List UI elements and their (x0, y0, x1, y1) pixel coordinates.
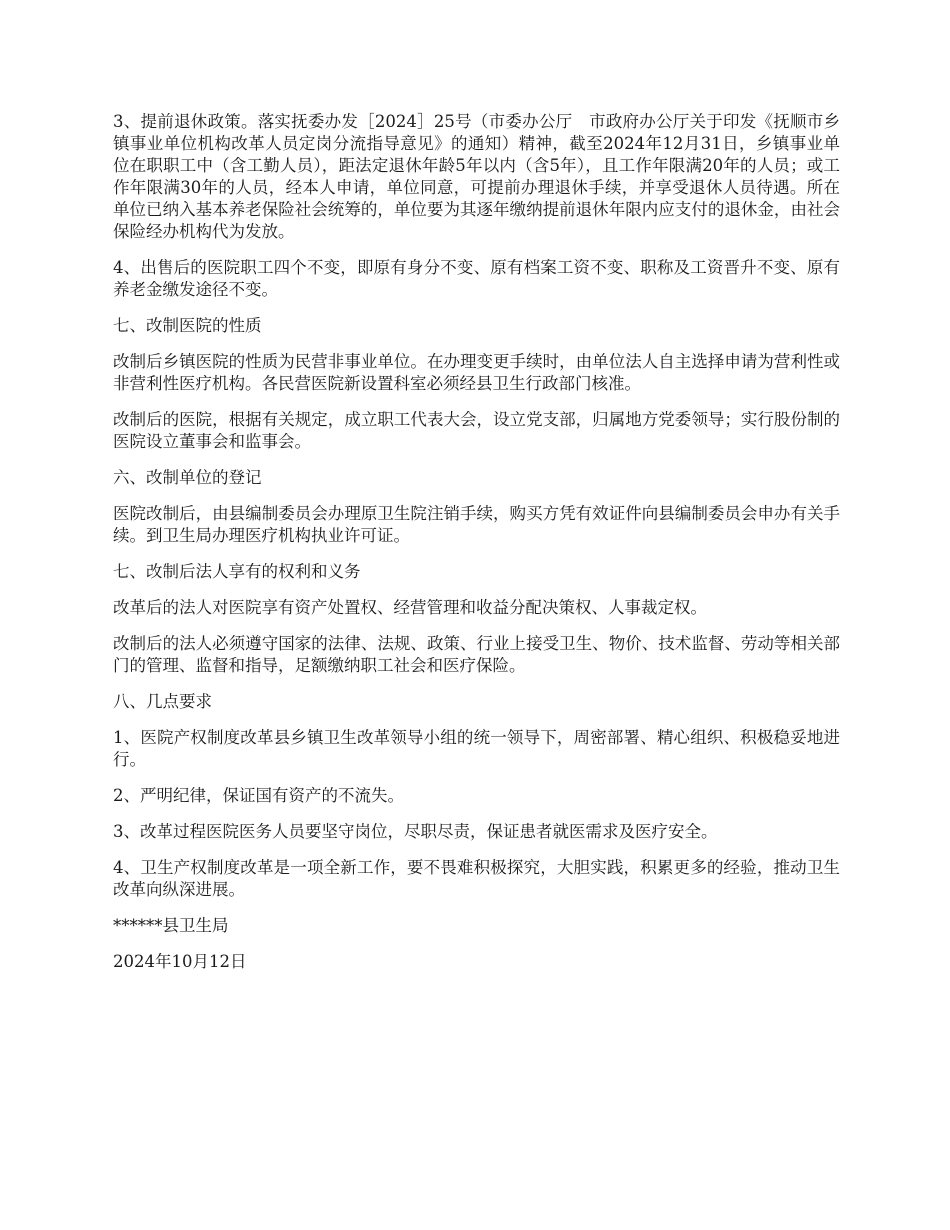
signature-issuer: ******县卫生局 (113, 916, 229, 935)
requirement-item-3: 3、改革过程医院医务人员要坚守岗位，尽职尽责，保证患者就医需求及医疗安全。 (113, 822, 718, 841)
paragraph-rights: 改革后的法人对医院享有资产处置权、经营管理和收益分配决策权、人事裁定权。 (113, 598, 707, 617)
paragraph-four-unchanged: 4、出售后的医院职工四个不变，即原有身分不变、原有档案工资不变、职称及工资晋升不变、原有养老金缴发途径不变。 (113, 258, 840, 299)
section-heading-hospital-nature: 七、改制医院的性质 (113, 316, 262, 335)
paragraph-hospital-nature: 改制后乡镇医院的性质为民营非事业单位。在办理变更手续时，由单位法人自主选择申请为营利性或非营利性医疗机构。各民营医院新设置科室必须经县卫生行政部门核准。 (113, 352, 840, 393)
paragraph-retirement-policy: 3、提前退休政策。落实抚委办发［2024］25号（市委办公厅 市政府办公厅关于印发《抚顺市乡镇事业单位机构改革人员定岗分流指导意见》的通知）精神，截至2024年12月31日，乡镇事业单位在职职工中（含工勤人员），距法定退休年龄5年以内（含5年），且工作年限满20年的人员；或工作年限满30年的人员，经本人申请，单位同意，可提前办理退休手续，并享受退休人员待遇。所在单位已纳入基本养老保险社会统筹的，单位要为其逐年缴纳提前退休年限内应支付的退休金，由社会保险经办机构代为发放。 (113, 112, 840, 241)
section-heading-requirements: 八、几点要求 (113, 692, 212, 711)
signature-date: 2024年10月12日 (113, 952, 247, 971)
requirement-item-2: 2、严明纪律，保证国有资产的不流失。 (113, 786, 404, 805)
paragraph-hospital-governance: 改制后的医院，根据有关规定，成立职工代表大会，设立党支部，归属地方党委领导；实行股份制的医院设立董事会和监事会。 (113, 410, 840, 451)
paragraph-obligations: 改制后的法人必须遵守国家的法律、法规、政策、行业上接受卫生、物价、技术监督、劳动等相关部门的管理、监督和指导，足额缴纳职工社会和医疗保险。 (113, 634, 840, 675)
paragraph-registration: 医院改制后，由县编制委员会办理原卫生院注销手续，购买方凭有效证件向县编制委员会申办有关手续。到卫生局办理医疗机构执业许可证。 (113, 504, 840, 545)
requirement-item-4: 4、卫生产权制度改革是一项全新工作，要不畏难积极探究，大胆实践，积累更多的经验，推动卫生改革向纵深进展。 (113, 858, 840, 899)
section-heading-registration: 六、改制单位的登记 (113, 468, 262, 487)
section-heading-rights-obligations: 七、改制后法人享有的权利和义务 (113, 562, 361, 581)
requirement-item-1: 1、医院产权制度改革县乡镇卫生改革领导小组的统一领导下，周密部署、精心组织、积极稳妥地进行。 (113, 728, 840, 769)
